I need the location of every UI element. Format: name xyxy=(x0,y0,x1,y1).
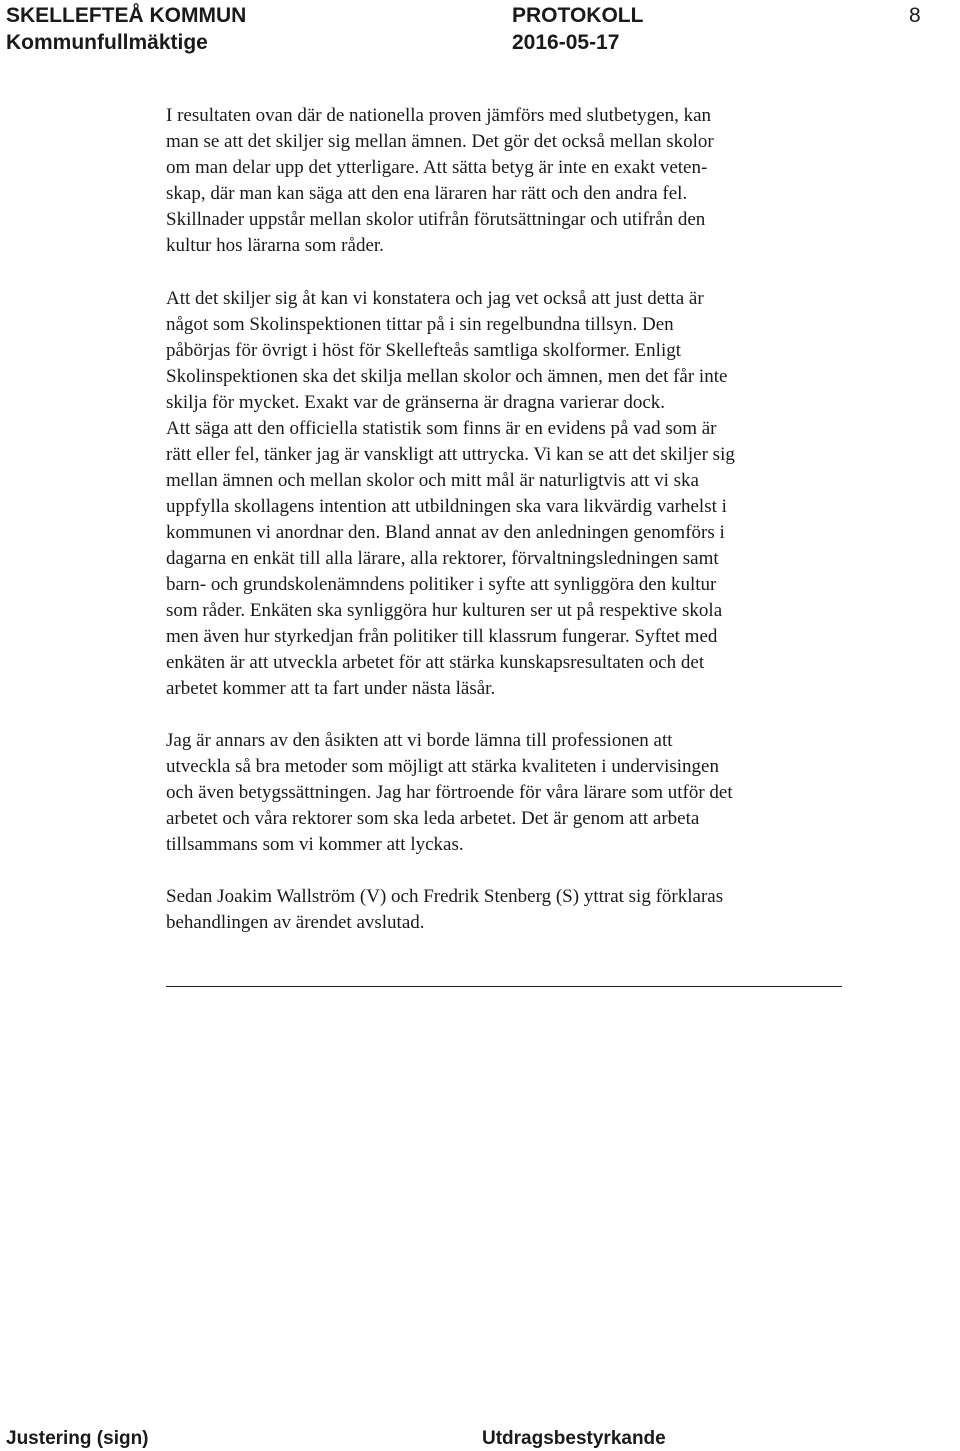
document-type: PROTOKOLL xyxy=(512,4,644,27)
meeting-date: 2016-05-17 xyxy=(512,31,620,54)
page-number: 8 xyxy=(909,4,921,27)
paragraph-4: Sedan Joakim Wallström (V) och Fredrik Stenberg (S) yttrat sig förklaras behandlingen av ärendet avslutad. xyxy=(166,886,724,933)
municipality-name: SKELLEFTEÅ KOMMUN xyxy=(6,4,247,27)
utdragsbestyrkande-label: Utdragsbestyrkande xyxy=(482,1428,666,1449)
justering-label: Justering (sign) xyxy=(6,1428,149,1449)
paragraph-3: Jag är annars av den åsikten att vi borde lämna till professionen att utveckla så bra metoder som möjligt att stärka kvaliteten i undervisingen och även betygssättningen. Jag har förtroende för våra lärare som utför det arbetet och våra rektorer som ska leda arbetet. Det är genom att arbeta tillsammans som vi kommer att lyckas. xyxy=(166,730,733,855)
paragraph-1: I resultaten ovan där de nationella proven jämförs med slutbetygen, kan man se att det skiljer sig mellan ämnen. Det gör det också mellan skolor om man delar upp det ytterligare. Att sätta betyg är inte en exakt veten- skap, där man kan säga att den ena läraren har rätt och den andra fel. Skillnader uppstår mellan skolor utifrån förutsättningar och utifrån den kultur hos lärarna som råder. xyxy=(166,105,714,256)
assembly-name: Kommunfullmäktige xyxy=(6,31,208,54)
end-rule xyxy=(166,986,842,987)
paragraph-2: Att det skiljer sig åt kan vi konstatera och jag vet också att just detta är något som Skolinspektionen tittar på i sin regelbundna tillsyn. Den påbörjas för övrigt i höst för Skellefteås samtliga skolformer. Enligt Skolinspektionen ska det skilja mellan skolor och ämnen, men det får inte skilja för mycket. Exakt var de gränserna är dragna varierar dock. Att säga att den officiella statistik som finns är en evidens på vad som är rätt eller fel, tänker jag är vanskligt att uttrycka. Vi kan se att det skiljer sig mellan ämnen och mellan skolor och mitt mål är naturligtvis att vi ska uppfylla skollagens intention att utbildningen ska vara likvärdig varhelst i kommunen vi anordnar den. Bland annat av den anledningen genomförs i dagarna en enkät till alla lärare, alla rektorer, förvaltningsledningen samt barn- och grundskolenämndens politiker i syfte att synliggöra den kultur som råder. Enkäten ska synliggöra hur kulturen ser ut på respektive skola men även hur styrkedjan från politiker till klassrum fungerar. Syftet med enkäten är att utveckla arbetet för att stärka kunskapsresultaten och det arbetet kommer att ta fart under nästa läsår. xyxy=(166,288,735,699)
